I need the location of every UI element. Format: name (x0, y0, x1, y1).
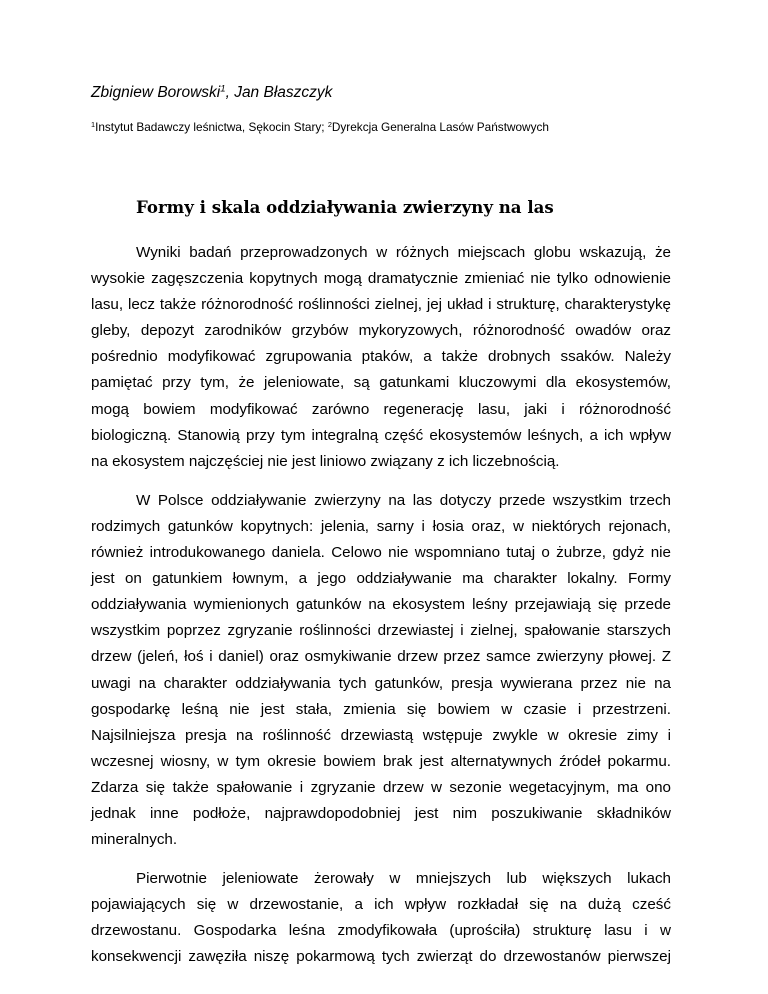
paragraph-3 (91, 866, 671, 970)
paragraph-line: Najsilniejsza presja na roślinność drzewiastą wstępuje zwykle w okresie zimy i (91, 726, 671, 744)
paragraph-line: mineralnych. (91, 831, 178, 849)
paragraph-line: pośrednio modyfikować zgrupowania ptaków, a także drobnych ssaków. Należy (91, 348, 671, 366)
author-separator: , (225, 84, 235, 101)
paragraph-line: gospodarkę leśną nie jest stała, zmienia się bowiem w czasie i przestrzeni. (91, 700, 671, 718)
author-2: Jan Błaszczyk (234, 84, 333, 101)
paragraph-line: rodzimych gatunków kopytnych: jelenia, sarny i łosia oraz, w niektórych rejonach, (91, 517, 671, 535)
paragraph-line: pojawiających się w drzewostanie, a ich wpływ rozkładał się na dużą cześć (91, 896, 671, 914)
paragraph-line: jednak inne podłoże, najprawdopodobniej jest nim poszukiwanie składników (91, 804, 671, 822)
paragraph-line: biologiczną. Stanowią przy tym integralną część ekosystemów leśnych, a ich wpływ (91, 426, 671, 444)
author-1-superscript: 1 (220, 83, 226, 95)
paragraph-line: również introdukowanego daniela. Celowo nie wspomniano tutaj o żubrze, gdyż nie (91, 544, 671, 562)
paragraph-line: wszystkim poprzez zgryzanie roślinności drzewiastej i zielnej, spałowanie starszych (91, 622, 671, 640)
paragraph-line: konsekwencji zawęziła niszę pokarmową tych zwierząt do drzewostanów pierwszej (91, 948, 671, 966)
paragraph-line: mogą bowiem modyfikować zarówno regenerację lasu, jaki i różnorodność (91, 400, 671, 418)
section-title: Formy i skala oddziaływania zwierzyny na las (136, 197, 554, 217)
paragraph-2 (91, 488, 671, 853)
authors-line (91, 83, 332, 103)
paragraph-line: uwagi na charakter oddziaływania tych gatunków, presja wywierana przez nie na (91, 674, 671, 692)
paragraph-line: na ekosystem najczęściej nie jest liniowo związany z ich liczebnością. (91, 452, 560, 470)
paragraph-line: drzew (jeleń, łoś i daniel) oraz osmykiwanie drzew przez samce zwierzyny płowej. Z (91, 648, 671, 666)
affiliations-line (91, 119, 549, 135)
paragraph-line: oddziaływania wymienionych gatunków na ekosystem leśny przejawiają się przede (91, 596, 671, 614)
paragraph-line: wysokie zagęszczenia kopytnych mogą dramatycznie zmieniać nie tylko odnowienie (91, 270, 671, 288)
affiliation-1: Instytut Badawczy leśnictwa, Sękocin Stary; (95, 120, 328, 134)
author-1: Zbigniew Borowski (91, 84, 221, 101)
paragraph-line: lasu, lecz także różnorodność roślinności zielnej, jej układ i strukturę, charakterystykę (91, 296, 671, 314)
body-text (91, 240, 671, 984)
paragraph-line: pamiętać przy tym, że jeleniowate, są gatunkami kluczowymi dla ekosystemów, (91, 374, 671, 392)
paragraph-line: wczesnej wiosny, w tym okresie bowiem brak jest alternatywnych źródeł pokarmu. (91, 752, 671, 770)
paragraph-line: Zdarza się także spałowanie i zgryzanie drzew w sezonie wegetacyjnym, ma ono (91, 778, 671, 796)
affiliation-1-superscript: 1 (91, 119, 96, 129)
paragraph-line: gleby, depozyt zarodników grzybów mykoryzowych, różnorodność owadów oraz (91, 322, 671, 340)
paragraph-line: drzewostanu. Gospodarka leśna zmodyfikowała (uprościła) strukturę lasu i w (91, 922, 671, 940)
paragraph-line: jest on gatunkiem łownym, a jego oddziaływanie ma charakter lokalny. Formy (91, 570, 671, 588)
paragraph-line: W Polsce oddziaływanie zwierzyny na las dotyczy przede wszystkim trzech (136, 491, 671, 509)
paragraph-1 (91, 240, 671, 475)
paragraph-line: Pierwotnie jeleniowate żerowały w mniejszych lub większych lukach (136, 870, 671, 888)
paragraph-line: Wyniki badań przeprowadzonych w różnych miejscach globu wskazują, że (136, 244, 671, 261)
affiliation-2: Dyrekcja Generalna Lasów Państwowych (331, 120, 549, 134)
affiliation-2-superscript: 2 (327, 119, 332, 129)
